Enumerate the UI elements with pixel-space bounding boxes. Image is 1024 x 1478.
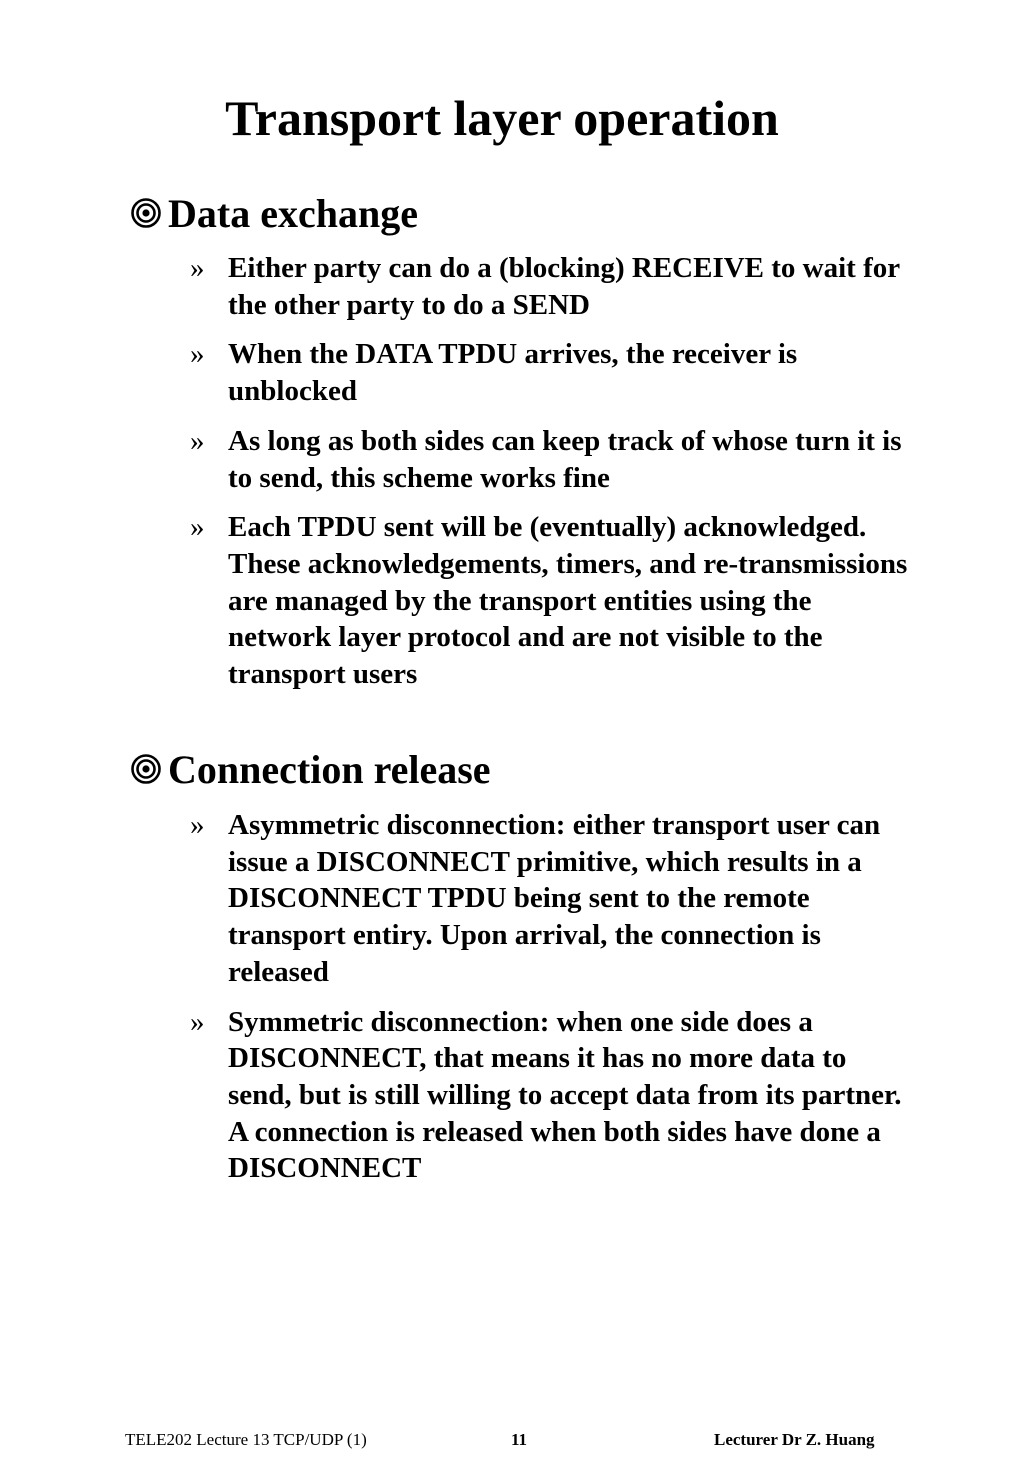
bullet-marker: » (190, 511, 205, 544)
bullet-text: As long as both sides can keep track of whose turn it is to send, this scheme works fine (228, 424, 902, 494)
bullet-marker: » (190, 1005, 205, 1038)
bullet-text: Asymmetric disconnection: either transport user can issue a DISCONNECT primitive, which results in a DISCONNECT TPDU being sent to the remote transport entiry. Upon arrival, the connection is released (228, 809, 881, 988)
bullet-marker: » (190, 809, 205, 841)
bullet-marker: » (190, 424, 205, 457)
list-item (190, 1004, 910, 1188)
bullet-text: Either party can do a (blocking) RECEIVE to wait for the other party to do a SEND (228, 252, 900, 321)
list-item (190, 423, 910, 496)
bullet-marker: » (190, 338, 205, 371)
section-heading-label: Data exchange (168, 191, 418, 236)
target-icon (130, 197, 162, 229)
bullet-marker: » (190, 252, 205, 284)
footer-page-number: 11 (511, 1430, 528, 1449)
target-icon (130, 753, 162, 785)
list-item (190, 807, 910, 991)
list-item (190, 509, 910, 693)
list-item (190, 250, 910, 323)
bullet-list-data-exchange (190, 250, 910, 706)
bullet-list-connection-release (190, 807, 910, 1200)
bullet-text: When the DATA TPDU arrives, the receiver is unblocked (228, 338, 798, 408)
section-heading-connection-release (130, 746, 491, 794)
bullet-text: Each TPDU sent will be (eventually) acknowledged. These acknowledgements, timers, and re-transmissions are managed by the transport entities using the network layer protocol and are not visible to the transport users (228, 511, 908, 691)
section-heading-data-exchange (130, 190, 418, 238)
footer-lecturer: Lecturer Dr Z. Huang (714, 1430, 875, 1449)
page-title: Transport layer operation (225, 90, 779, 146)
section-heading-label: Connection release (168, 747, 491, 792)
footer-course-label: TELE202 Lecture 13 TCP/UDP (1) (125, 1430, 367, 1449)
bullet-text: Symmetric disconnection: when one side does a DISCONNECT, that means it has no more data to send, but is still willing to accept data from its partner. A connection is released when both sides have done a DISCONNECT (228, 1005, 902, 1185)
list-item (190, 336, 910, 409)
